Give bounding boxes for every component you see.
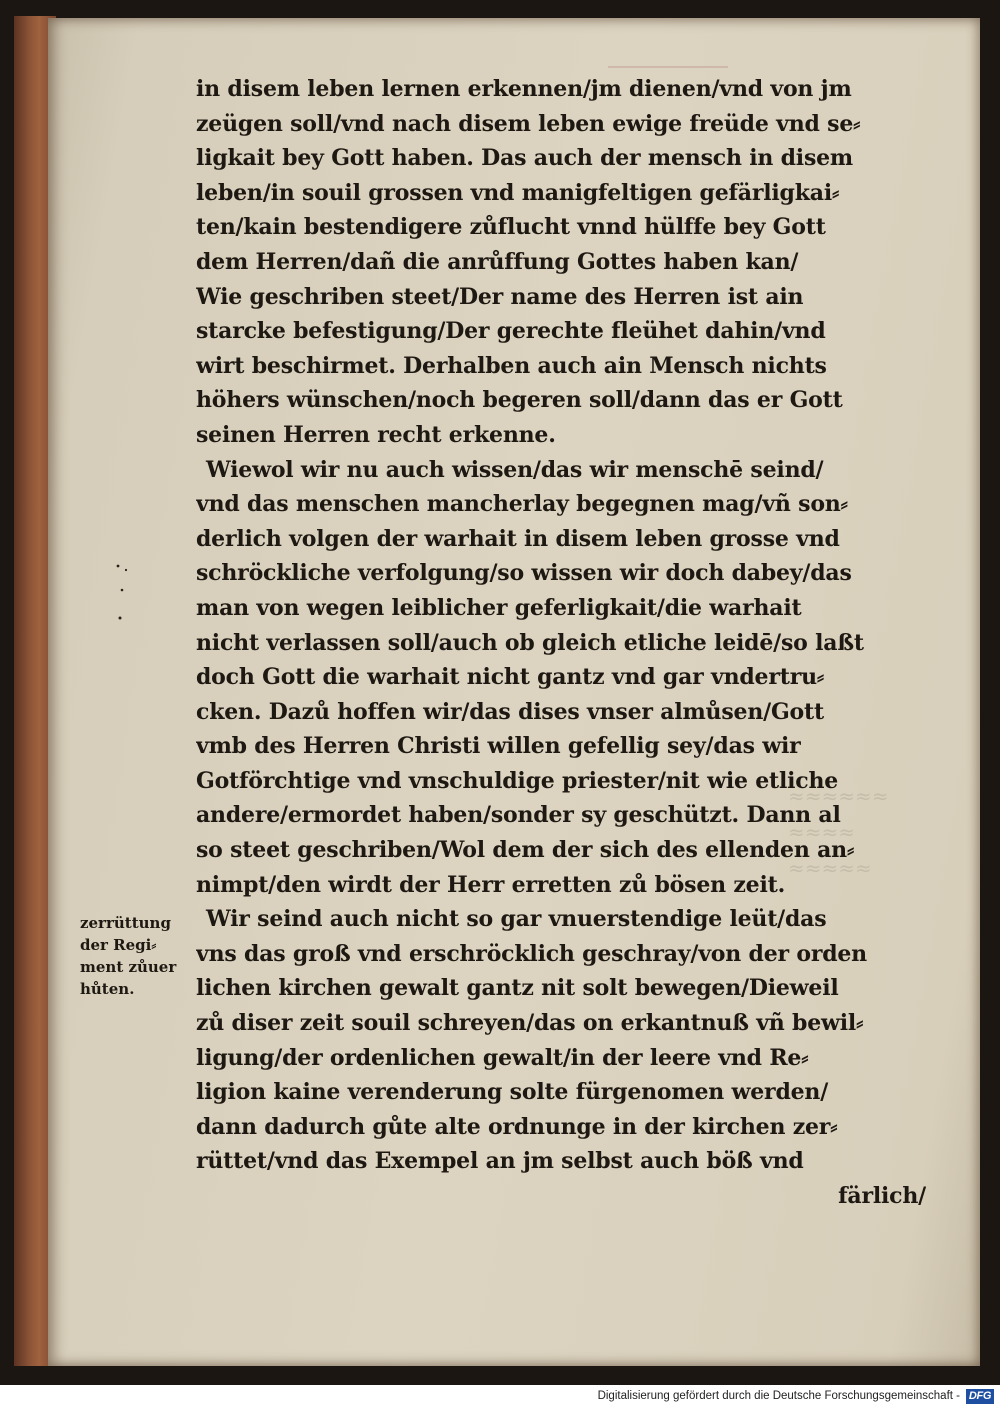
show-through-ink: ≈≈≈≈≈≈ ≈≈≈≈ ≈≈≈≈≈	[788, 784, 889, 880]
text-line: ligung/der ordenlichen gewalt/in der leere vnd Re⸗	[196, 1044, 809, 1071]
text-line: Wir seind auch nicht so gar vnuerstendige leüt/das	[206, 906, 827, 933]
text-line: dem Herren/dañ die anrůffung Gottes haben kan/	[196, 248, 799, 275]
marginal-note-line: ment zůuer	[80, 958, 177, 976]
text-line: nicht verlassen soll/auch ob gleich etliche leidē/so laßt	[196, 629, 864, 656]
text-line: vnd das menschen mancherlay begegnen mag/vñ son⸗	[196, 491, 848, 518]
marginal-note-line: der Regi⸗	[80, 936, 157, 954]
text-line: man von wegen leiblicher geferligkait/die warhait	[196, 594, 802, 621]
main-text-block	[196, 72, 926, 1214]
text-line: Gotförchtige vnd vnschuldige priester/nit wie etliche	[196, 767, 839, 794]
text-line: starcke befestigung/Der gerechte fleühet dahin/vnd	[196, 318, 826, 345]
funding-credit: Digitalisierung gefördert durch die Deutsche Forschungsgemeinschaft -	[597, 1390, 960, 1402]
text-line: höhers wünschen/noch begeren soll/dann das er Gott	[196, 387, 843, 414]
text-line: vmb des Herren Christi willen gefellig sey/das wir	[196, 733, 801, 760]
marginal-note	[80, 912, 195, 1000]
text-line: wirt beschirmet. Derhalben auch ain Mensch nichts	[196, 352, 827, 379]
text-line: Wie geschriben steet/Der name des Herren ist ain	[196, 283, 804, 310]
ink-specks	[114, 560, 134, 630]
text-line: färlich/	[838, 1183, 926, 1209]
text-line: nimpt/den wirdt der Herr erretten zů bösen zeit.	[196, 871, 786, 898]
text-line: rüttet/vnd das Exempel an jm selbst auch böß vnd	[196, 1148, 804, 1175]
text-line: ligion kaine verenderung solte fürgenomen werden/	[196, 1079, 829, 1106]
text-line: dann dadurch gůte alte ordnunge in der kirchen zer⸗	[196, 1113, 838, 1140]
text-line: cken. Dazů hoffen wir/das dises vnser almůsen/Gott	[196, 698, 824, 725]
text-line: zů diser zeit souil schreyen/das on erkantnuß vñ bewil⸗	[196, 1010, 864, 1037]
text-line: schröckliche verfolgung/so wissen wir doch dabey/das	[196, 560, 852, 587]
text-line: lichen kirchen gewalt gantz nit solt bewegen/Dieweil	[196, 975, 839, 1002]
footer-bar	[0, 1385, 1000, 1409]
text-line: Wiewol wir nu auch wissen/das wir menschē seind/	[206, 456, 824, 483]
text-line: so steet geschriben/Wol dem der sich des ellenden an⸗	[196, 837, 855, 864]
text-line: andere/ermordet haben/sonder sy geschützt. Dann al	[196, 802, 841, 829]
text-line: zeügen soll/vnd nach disem leben ewige freüde vnd se⸗	[196, 110, 861, 137]
marginal-note-line: hůten.	[80, 980, 135, 998]
text-line: derlich volgen der warhait in disem leben grosse vnd	[196, 525, 840, 552]
text-line: seinen Herren recht erkenne.	[196, 421, 556, 448]
text-line: ligkait bey Gott haben. Das auch der mensch in disem	[196, 145, 854, 172]
text-line: doch Gott die warhait nicht gantz vnd gar vndertru⸗	[196, 664, 825, 691]
text-line: vns das groß vnd erschröcklich geschray/von der orden	[196, 940, 867, 967]
marginal-note-line: zerrüttung	[80, 914, 171, 932]
text-line: leben/in souil grossen vnd manigfeltigen gefärligkai⸗	[196, 179, 840, 206]
page-stain	[608, 48, 728, 68]
dfg-logo-icon: DFG	[966, 1389, 994, 1404]
text-line: ten/kain bestendigere zůflucht vnnd hülffe bey Gott	[196, 214, 826, 241]
text-line: in disem leben lernen erkennen/jm dienen/vnd von jm	[196, 76, 852, 102]
